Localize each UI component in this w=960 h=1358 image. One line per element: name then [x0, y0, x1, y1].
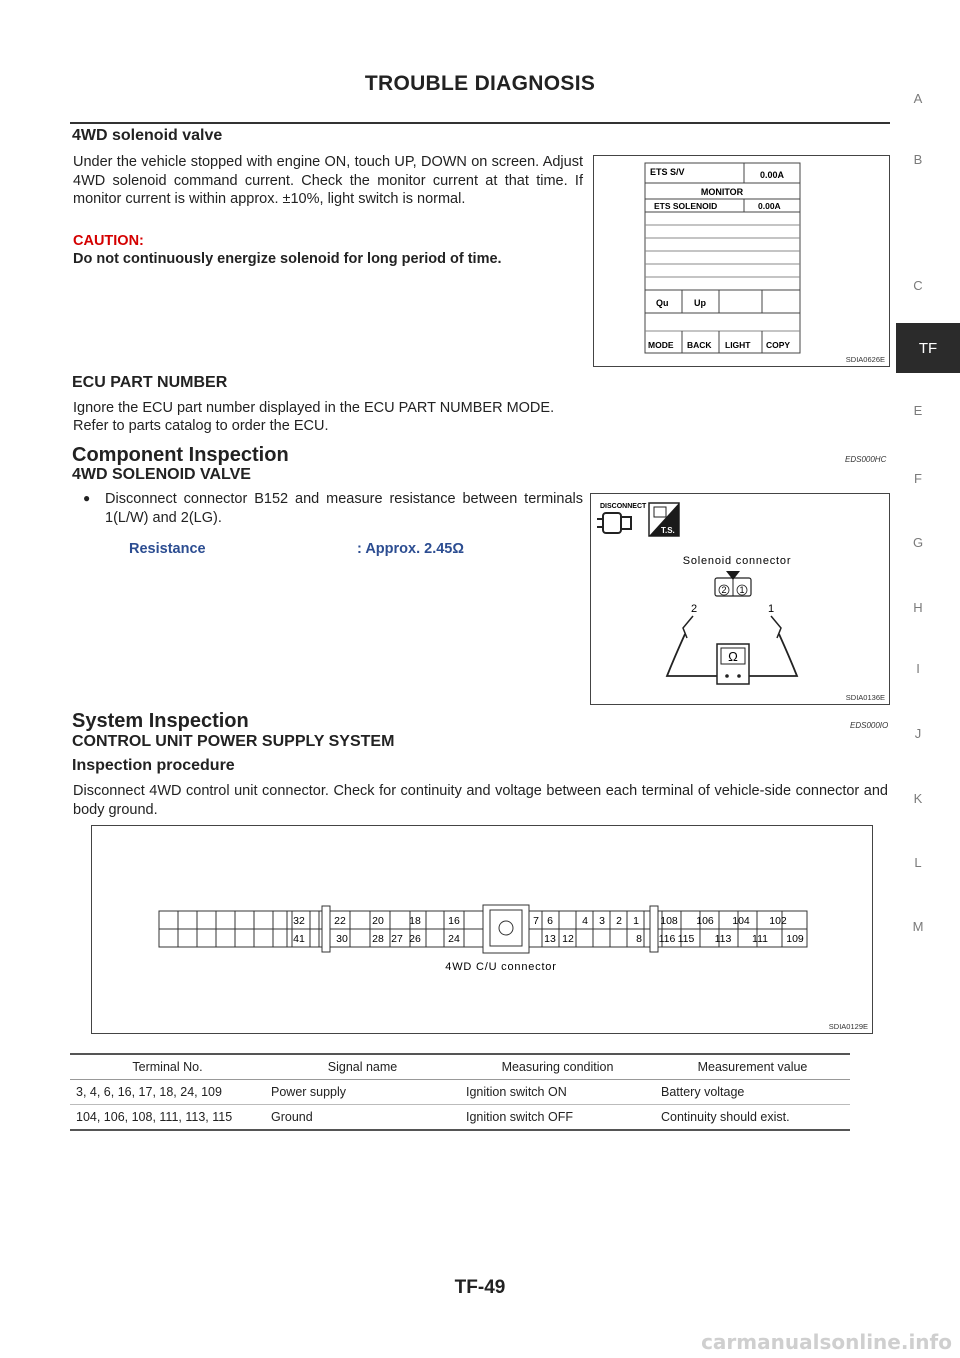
table-header-row: [70, 1054, 850, 1080]
section-tab-j[interactable]: J: [914, 726, 922, 741]
terminal-116: 116: [658, 933, 676, 945]
terminal-30: 30: [336, 933, 348, 945]
header-rule: [70, 122, 890, 124]
terminal-8: 8: [636, 933, 642, 945]
solenoid-heading: 4WD solenoid valve: [72, 127, 223, 144]
section-tab-l[interactable]: L: [914, 855, 922, 870]
terminal-26: 26: [409, 933, 421, 945]
terminal-115: 115: [677, 933, 695, 945]
ecu-heading: ECU PART NUMBER: [72, 374, 228, 391]
page-header-title: TROUBLE DIAGNOSIS: [364, 72, 596, 95]
terminal-7: 7: [533, 915, 539, 927]
terminal-1: 1: [633, 915, 639, 927]
terminal-13: 13: [544, 933, 556, 945]
ets-solenoid-value: 0.00A: [758, 201, 781, 211]
ets-sv-label: ETS S/V: [650, 167, 685, 177]
section-tab-e[interactable]: E: [913, 403, 923, 418]
section-tab-m[interactable]: M: [912, 919, 924, 934]
figure-ets-screen: [593, 155, 890, 367]
section-tab-tf-active[interactable]: TF: [896, 323, 960, 373]
ts-label: T.S.: [661, 526, 675, 535]
light-button[interactable]: LIGHT: [725, 340, 751, 350]
figure-cu-connector: [91, 825, 873, 1034]
terminal-4: 4: [582, 915, 588, 927]
connector-disconnect-icon: [597, 513, 631, 533]
col-measurement-value: Measurement value: [655, 1054, 850, 1080]
terminal-109: 109: [786, 933, 804, 945]
solenoid-connector-drawing: [591, 494, 889, 704]
terminal-12: 12: [562, 933, 574, 945]
terminal-28: 28: [372, 933, 384, 945]
watermark-text: carmanualsonline.info: [701, 1330, 952, 1354]
cell-measuring-condition: Ignition switch ON: [466, 1085, 567, 1099]
qu-button[interactable]: Qu: [656, 298, 669, 308]
cell-measurement-value: Battery voltage: [661, 1085, 745, 1099]
system-inspection-heading: System Inspection: [72, 710, 249, 732]
cell-signal-name: Power supply: [271, 1085, 347, 1099]
section-tab-b[interactable]: B: [913, 152, 923, 167]
tester-icon: [649, 503, 679, 536]
caution-label: CAUTION:: [73, 233, 144, 249]
system-paragraph: Disconnect 4WD control unit connector. Check for continuity and voltage between each terminal of vehicle-side connector and body ground.: [73, 783, 888, 818]
ets-top-value: 0.00A: [760, 170, 785, 180]
connector-pin-1: 1: [739, 585, 745, 595]
probe-1-label: 1: [768, 603, 775, 615]
section-tab-a[interactable]: A: [913, 91, 923, 106]
cell-terminal-no: 3, 4, 6, 16, 17, 18, 24, 109: [76, 1085, 222, 1099]
terminal-102: 102: [769, 915, 787, 927]
terminal-27: 27: [391, 933, 403, 945]
section-tab-k[interactable]: K: [913, 791, 923, 806]
solenoid-valve-subheading: 4WD SOLENOID VALVE: [72, 466, 251, 483]
fig3-code: SDIA0129E: [828, 1022, 868, 1031]
col-terminal-no: Terminal No.: [70, 1054, 265, 1080]
section-tab-g[interactable]: G: [912, 535, 924, 550]
table-row: [70, 1080, 850, 1105]
power-supply-subheading: CONTROL UNIT POWER SUPPLY SYSTEM: [72, 733, 395, 750]
cell-terminal-no: 104, 106, 108, 111, 113, 115: [76, 1110, 233, 1124]
terminal-2: 2: [616, 915, 622, 927]
page-number: TF-49: [454, 1277, 506, 1298]
fig1-code: SDIA0626E: [845, 355, 885, 364]
terminal-106: 106: [696, 915, 714, 927]
copy-button[interactable]: COPY: [766, 340, 791, 350]
section-tab-i[interactable]: I: [916, 661, 920, 676]
ecu-line-2: Refer to parts catalog to order the ECU.: [73, 418, 329, 434]
terminal-20: 20: [372, 915, 384, 927]
mode-button[interactable]: MODE: [648, 340, 674, 350]
table-row: [70, 1105, 850, 1131]
col-signal-name: Signal name: [265, 1054, 460, 1080]
component-inspection-code: EDS000HC: [845, 455, 887, 464]
cu-connector-label: 4WD C/U connector: [445, 961, 557, 973]
section-tab-f[interactable]: F: [914, 471, 922, 486]
ets-screen-drawing: [594, 156, 889, 366]
resistance-value: : Approx. 2.45Ω: [357, 541, 464, 557]
terminal-6: 6: [547, 915, 553, 927]
terminal-16: 16: [448, 915, 460, 927]
component-inspection-heading: Component Inspection: [72, 444, 289, 466]
section-tab-h[interactable]: H: [913, 600, 923, 615]
solenoid-paragraph: Under the vehicle stopped with engine ON, touch UP, DOWN on screen. Adjust 4WD solenoid command current. Check the monitor current at that time. If monitor current is within approx. ±10%, light switch is normal.: [73, 154, 583, 207]
terminal-18: 18: [409, 915, 421, 927]
col-measuring-condition: Measuring condition: [460, 1054, 655, 1080]
probe-2-label: 2: [691, 603, 698, 615]
terminal-41: 41: [293, 933, 305, 945]
bullet-icon: ●: [83, 491, 91, 505]
connector-pin-2: 2: [721, 585, 727, 595]
back-button[interactable]: BACK: [687, 340, 712, 350]
ohmmeter-icon: Ω: [728, 649, 738, 664]
inspection-procedure-heading: Inspection procedure: [72, 757, 235, 774]
cell-measurement-value: Continuity should exist.: [661, 1110, 790, 1124]
terminal-22: 22: [334, 915, 346, 927]
ets-solenoid-label: ETS SOLENOID: [654, 201, 718, 211]
cell-signal-name: Ground: [271, 1110, 313, 1124]
terminal-32: 32: [293, 915, 305, 927]
terminal-113: 113: [714, 933, 732, 945]
terminal-108: 108: [660, 915, 678, 927]
system-inspection-code: EDS000IO: [850, 721, 889, 730]
terminal-111: 111: [752, 933, 768, 945]
monitor-label: MONITOR: [700, 187, 744, 197]
up-button[interactable]: Up: [694, 298, 706, 308]
solenoid-connector-label: Solenoid connector: [682, 555, 792, 567]
resistance-label: Resistance: [129, 541, 206, 557]
component-bullet-text: Disconnect connector B152 and measure resistance between terminals 1(L/W) and 2(LG).: [105, 491, 583, 526]
ecu-line-1: Ignore the ECU part number displayed in the ECU PART NUMBER MODE.: [73, 400, 555, 416]
disconnect-label: DISCONNECT: [600, 503, 647, 510]
section-tab-c[interactable]: C: [913, 278, 923, 293]
figure-solenoid-connector: [590, 493, 890, 705]
terminal-spec-table: [70, 1053, 850, 1131]
terminal-3: 3: [599, 915, 605, 927]
cu-connector-drawing: [92, 826, 872, 1033]
terminal-104: 104: [732, 915, 750, 927]
fig2-code: SDIA0136E: [845, 693, 885, 702]
terminal-24: 24: [448, 933, 460, 945]
caution-text: Do not continuously energize solenoid for long period of time.: [73, 251, 502, 267]
cell-measuring-condition: Ignition switch OFF: [466, 1110, 573, 1124]
